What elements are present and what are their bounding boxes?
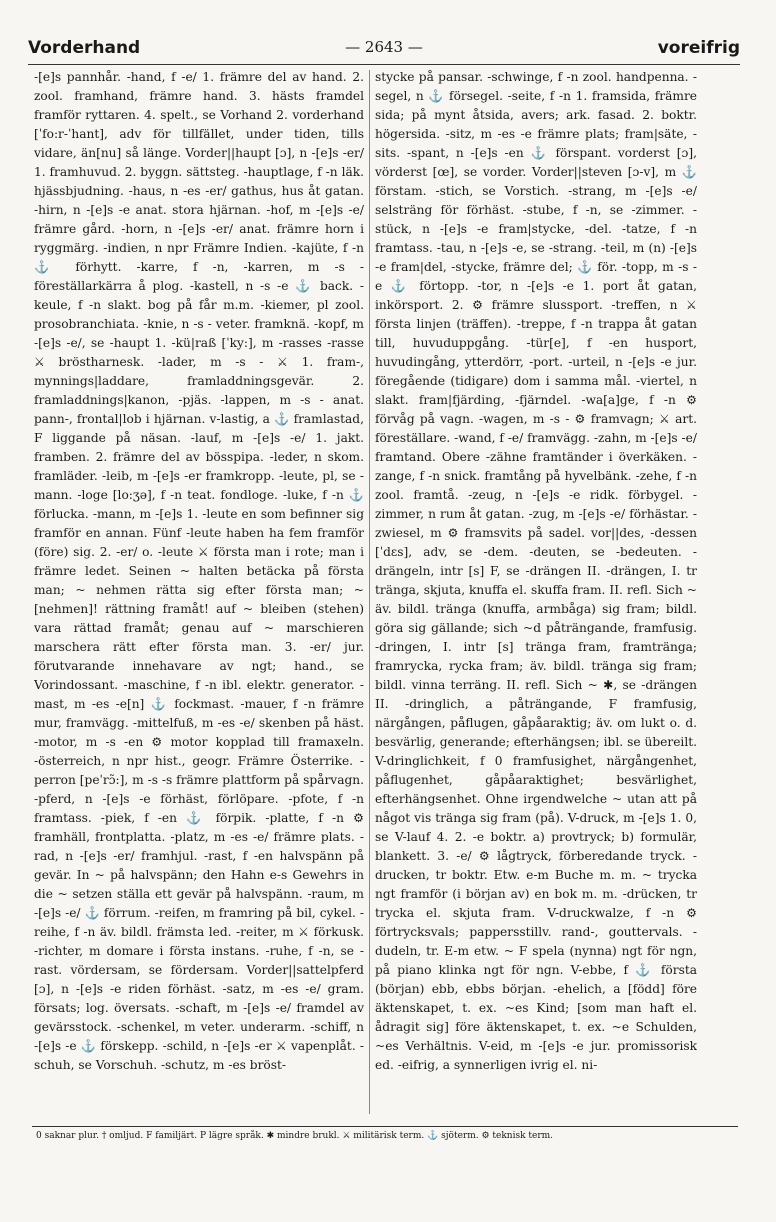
right-column-text: stycke på pansar. -schwinge, f -n zool. handpenna. -segel, n ⚓ försegel. -seite, f -n 1. framsida, främre sida; på mynt åtsida, avers; ark. fasad. 2. boktr. högersida. -sitz, m -es -e främre plats; fram|säte, -sits. -spant, n -[e]s -en ⚓ förspant. vorderst [ɔ], vörderst [œ], se vorder. Vorder||steven [ɔ-v], m ⚓ förstam. -stich, se Vorstich. -strang, m -[e]s -e/ selsträng för förhäst. -stube, f -n, se -zimmer. -stück, n -[e]s -e fram|stycke, -del. -tatze, f -n framtass. -tau, n -[e]s -e, se -strang. -teil, m (n) -[e]s -e fram|del, -stycke, främre del; ⚓ för. -topp, m -s -e ⚓ förtopp. -tor, n -[e]s -e 1. port åt gatan, inkörsport. 2. ⚙ främre slussport. -treffen, n ⚔ första linjen (träffen). -treppe, f -n trappa åt gatan till, huvuduppgång. -tür[e], f -en husport, huvudingång, ytterdörr, -port. -urteil, n -[e]s -e jur. föregående (tidigare) dom i samma mål. -viertel, n slakt. fram|fjärding, -fjärndel. -wa[a]ge, f -n ⚙ förvåg på vagn. -wagen, m -s - ⚙ framvagn; ⚔ art. föreställare. -wand, f -e/ framvägg. -zahn, m -[e]s -e/ framtand. Obere -zähne framtänder i överkäken. -zange, f -n snick. framtång på hyvelbänk. -zehe, f -n zool. framtå. -zeug, n -[e]s -e ridk. förbygel. -zimmer, n rum åt gatan. -zug, m -[e]s -e/ förhästar. -zwiesel, m ⚙ framsvits på sadel. vor||des, -dessen [ˈdɛs], adv, se -dem. -deuten, se -bedeuten. -drängeln, intr [s] F, se -drängen II. -drängen, I. tr tränga, skjuta, knuffa el. skuffa fram. II. refl. Sich ~ äv. bildl. tränga (knuffa, armbåga) sig fram; bildl. göra sig gällande; sich ~d påträngande, framfusig. -dringen, I. intr [s] tränga fram, framtränga; framrycka, rycka fram; äv. bildl. tränga sig fram; bildl. vinna terräng. II. refl. Sich ~ ✱, se -drängen II. -dringlich, a påträngande, F framfusig, närgången, påflugen, gåpåaraktig; äv. om lukt o. d. besvärlig, generande; efterhängsen; ibl. se übereilt. V-dringlichkeit, f 0 framfusighet, närgångenhet, påflugenhet, gåpåaraktighet; besvärlighet, efterhängsenhet. Ohne irgendwelche ~ utan att på något vis tränga sig fram (på). V-druck, m -[e]s 1. 0, se V-lauf 4. 2. -e boktr. a) provtryck; b) formulär, blankett. 3. -e/ ⚙ lågtryck, förberedande tryck. -drucken, tr boktr. Etw. e-m Buche m. m. ~ trycka ngt framför (i början av) en bok m. m. -drücken, tr trycka el. skjuta fram. V-druckwalze, f -n ⚙ förtrycksvals; pappersstillv. rand-, gouttervals. -dudeln, tr. E-m etw. ~ F spela (nynna) ngt för ngn, på piano klinka ngt för ngn. V-ebbe, f ⚓ första (början) ebb, ebbs början. -ehelich, a [född] före äktenskapet, t. ex. ~es Kind; [som man haft el. ådragit sig] före äktenskapet, t. ex. ~e Schulden, ~es Verhältnis. V-eid, m -[e]s -e jur. promissorisk ed. -eifrig, a synnerligen ivrig el. ni- (375, 70, 697, 1072)
footer-rule (32, 1126, 738, 1127)
header-rule (28, 64, 740, 65)
abbreviation-legend: 0 saknar plur. † omljud. F familjärt. P lägre språk. ✱ mindre brukl. ⚔ militärisk term. ⚓ sjöterm. ⚙ teknisk term. (36, 1131, 554, 1141)
page-header (28, 38, 740, 64)
column-divider (369, 70, 370, 1114)
left-column (34, 68, 364, 1116)
page-number: — 2643 — (345, 38, 423, 56)
right-column (375, 68, 697, 1116)
left-column-text: -[e]s pannhår. -hand, f -e/ 1. främre del av hand. 2. zool. framhand, främre hand. 3. hästs framdel framför ryttaren. 4. spelt., se Vorhand 2. vorderhand [ˈfo:r-ˈhant], adv för tillfället, under tiden, tills vidare, än[nu] så länge. Vorder||haupt [ɔ], n -[e]s -er/ 1. framhuvud. 2. byggn. sättsteg. -hauptlage, f -n läk. hjässbjudning. -haus, n -es -er/ gathus, hus åt gatan. -hirn, n -[e]s -e anat. stora hjärnan. -hof, m -[e]s -e/ främre gård. -horn, n -[e]s -er/ anat. främre horn i ryggmärg. -indien, n npr Främre Indien. -kajüte, f -n ⚓ förhytt. -karre, f -n, -karren, m -s - föreställarkärra å plog. -kastell, n -s -e ⚓ back. -keule, f -n slakt. bog på får m.m. -kiemer, pl zool. prosobranchiata. -knie, n -s - veter. framknä. -kopf, m -[e]s -e/, se -haupt 1. -kü|raß [ˈky:], m -rasses -rasse ⚔ bröstharnesk. -lader, m -s - ⚔ 1. fram-, mynnings|laddare, framladdningsgevär. 2. framladdnings|kanon, -pjäs. -lappen, m -s - anat. pann-, frontal|lob i hjärnan. v-lastig, a ⚓ framlastad, F liggande på näsan. -lauf, m -[e]s -e/ 1. jakt. framben. 2. främre del av bösspipa. -leder, n skom. framläder. -leib, m -[e]s -er framkropp. -leute, pl, se -mann. -loge [lo:ʒə], f -n teat. fondloge. -luke, f -n ⚓ förlucka. -mann, m -[e]s 1. -leute en som befinner sig framför en annan. Fünf -leute haben ha fem framför (före) sig. 2. -er/ o. -leute ⚔ första man i rote; man i främre ledet. Seinen ~ halten betäcka på första man; ~ nehmen rätta sig efter första man; ~ [nehmen]! rättning framåt! auf ~ bleiben (stehen) vara rättad framåt; genau auf ~ marschieren marschera rätt efter första man. 3. -er/ jur. förutvarande innehavare av ngt; hand., se Vorindossant. -maschine, f -n ibl. elektr. generator. -mast, m -es -e[n] ⚓ fockmast. -mauer, f -n främre mur, framvägg. -mittelfuß, m -es -e/ skenben på häst. -motor, m -s -en ⚙ motor kopplad till framaxeln. -österreich, n npr hist., geogr. Främre Österrike. -perron [peˈrɔ̃:], m -s -s främre plattform på spårvagn. -pferd, n -[e]s -e förhäst, förlöpare. -pfote, f -n framtass. -piek, f -en ⚓ förpik. -platte, f -n ⚙ framhäll, frontplatta. -platz, m -es -e/ främre plats. -rad, n -[e]s -er/ framhjul. -rast, f -en halvspänn på gevär. In ~ på halvspänn; den Hahn e-s Gewehrs in die ~ setzen ställa ett gevär på halvspänn. -raum, m -[e]s -e/ ⚓ förrum. -reifen, m framring på bil, cykel. -reihe, f -n äv. bildl. främsta led. -reiter, m ⚔ förkusk. -richter, m domare i första instans. -ruhe, f -n, se -rast. vördersam, se fördersam. Vorder||sattelpferd [ɔ], n -[e]s -e riden förhäst. -satz, m -es -e/ gram. försats; log. översats. -schaft, m -[e]s -e/ framdel av gevärsstock. -schenkel, m veter. underarm. -schiff, n -[e]s -e ⚓ förskepp. -schild, n -[e]s -er ⚔ vapenplåt. -schuh, se Vorschuh. -schutz, m -es bröst- (34, 70, 364, 1072)
header-left-word: Vorderhand (28, 38, 141, 58)
header-right-word: voreifrig (657, 38, 740, 58)
